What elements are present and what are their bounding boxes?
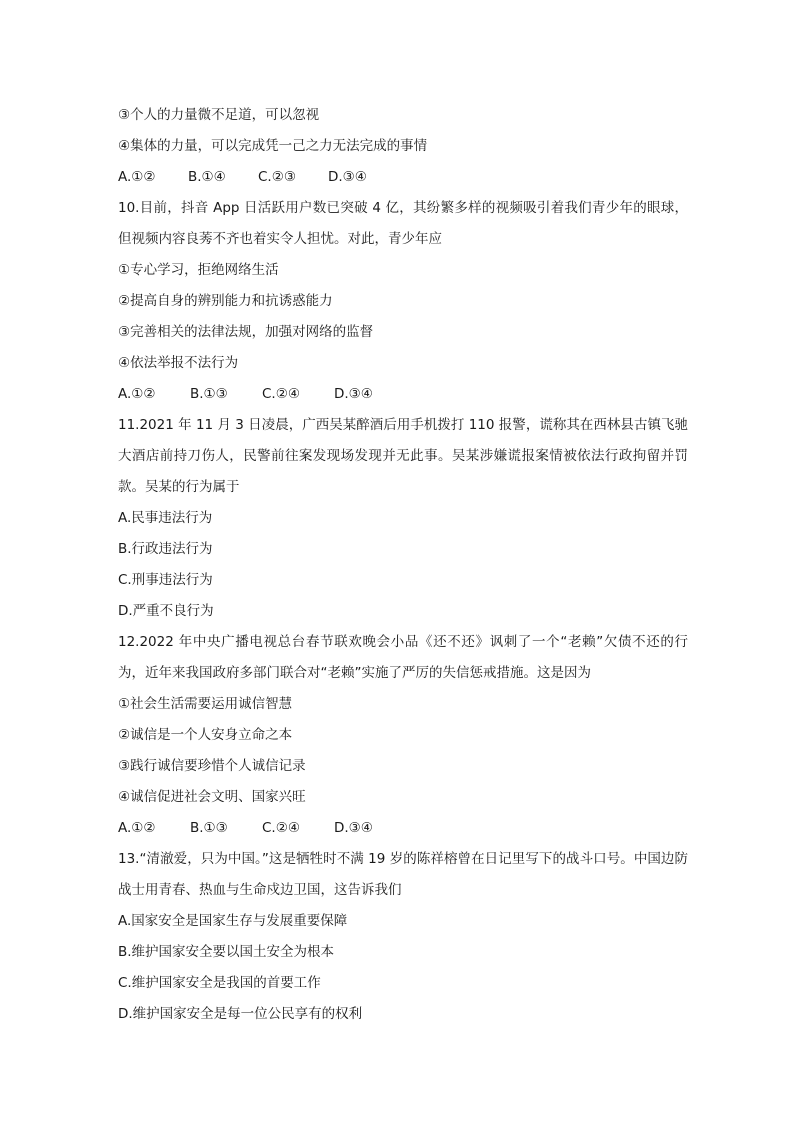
q13-option-c: C.维护国家安全是我国的首要工作: [118, 975, 321, 991]
q9-option-b: B.①④: [188, 169, 226, 185]
q12-option-d: D.③④: [334, 820, 373, 836]
q12-item-2: ②诚信是一个人安身立命之本: [118, 727, 293, 743]
q10-option-c: C.②④: [262, 386, 300, 402]
q9-options: [118, 162, 688, 193]
q10-item-2: ②提高自身的辨别能力和抗诱惑能力: [118, 293, 333, 309]
q13-option-b: B.维护国家安全要以国土安全为根本: [118, 944, 335, 960]
q9-item-3: ③个人的力量微不足道，可以忽视: [118, 107, 320, 123]
q10-item-3: ③完善相关的法律法规，加强对网络的监督: [118, 324, 374, 340]
q12-option-a: A.①②: [118, 820, 156, 836]
q12-item-4: ④诚信促进社会文明、国家兴旺: [118, 789, 306, 805]
q10-item-4: ④依法举报不法行为: [118, 355, 239, 371]
q11-option-d: D.严重不良行为: [118, 603, 214, 619]
q9-option-a: A.①②: [118, 169, 156, 185]
q13-stem: 13.“清澈爱，只为中国。”这是牺牲时不满 19 岁的陈祥榕曾在日记里写下的战斗口号。中国边防战士用青春、热血与生命戍边卫国，这告诉我们: [118, 851, 688, 898]
q9-option-c: C.②③: [258, 169, 296, 185]
q12-option-c: C.②④: [262, 820, 300, 836]
q9-option-d: D.③④: [328, 169, 367, 185]
exam-page: [118, 100, 688, 1030]
q11-option-b: B.行政违法行为: [118, 541, 213, 557]
q13-option-a: A.国家安全是国家生存与发展重要保障: [118, 913, 348, 929]
q10-stem: 10.目前，抖音 App 日活跃用户数已突破 4 亿，其纷繁多样的视频吸引着我们青少年的眼球，但视频内容良莠不齐也着实令人担忧。对此，青少年应: [118, 200, 688, 247]
q10-option-b: B.①③: [190, 386, 228, 402]
q11-option-a: A.民事违法行为: [118, 510, 213, 526]
q12-item-1: ①社会生活需要运用诚信智慧: [118, 696, 293, 712]
q13-option-d: D.维护国家安全是每一位公民享有的权利: [118, 1006, 363, 1022]
q12-item-3: ③践行诚信要珍惜个人诚信记录: [118, 758, 306, 774]
q10-options: [118, 379, 688, 410]
q12-stem: 12.2022 年中央广播电视总台春节联欢晚会小品《还不还》讽刺了一个“老赖”欠债不还的行为，近年来我国政府多部门联合对“老赖”实施了严厉的失信惩戒措施。这是因为: [118, 634, 688, 681]
q11-stem: 11.2021 年 11 月 3 日凌晨，广西吴某醉酒后用手机拨打 110 报警，谎称其在西林县古镇飞驰大酒店前持刀伤人，民警前往案发现场发现并无此事。吴某涉嫌谎报案情被依法行政拘留并罚款。吴某的行为属于: [118, 417, 688, 495]
q10-option-d: D.③④: [334, 386, 373, 402]
q10-item-1: ①专心学习，拒绝网络生活: [118, 262, 279, 278]
q11-option-c: C.刑事违法行为: [118, 572, 213, 588]
q12-options: [118, 813, 688, 844]
q9-item-4: ④集体的力量，可以完成凭一己之力无法完成的事情: [118, 138, 428, 154]
q10-option-a: A.①②: [118, 386, 156, 402]
q12-option-b: B.①③: [190, 820, 228, 836]
